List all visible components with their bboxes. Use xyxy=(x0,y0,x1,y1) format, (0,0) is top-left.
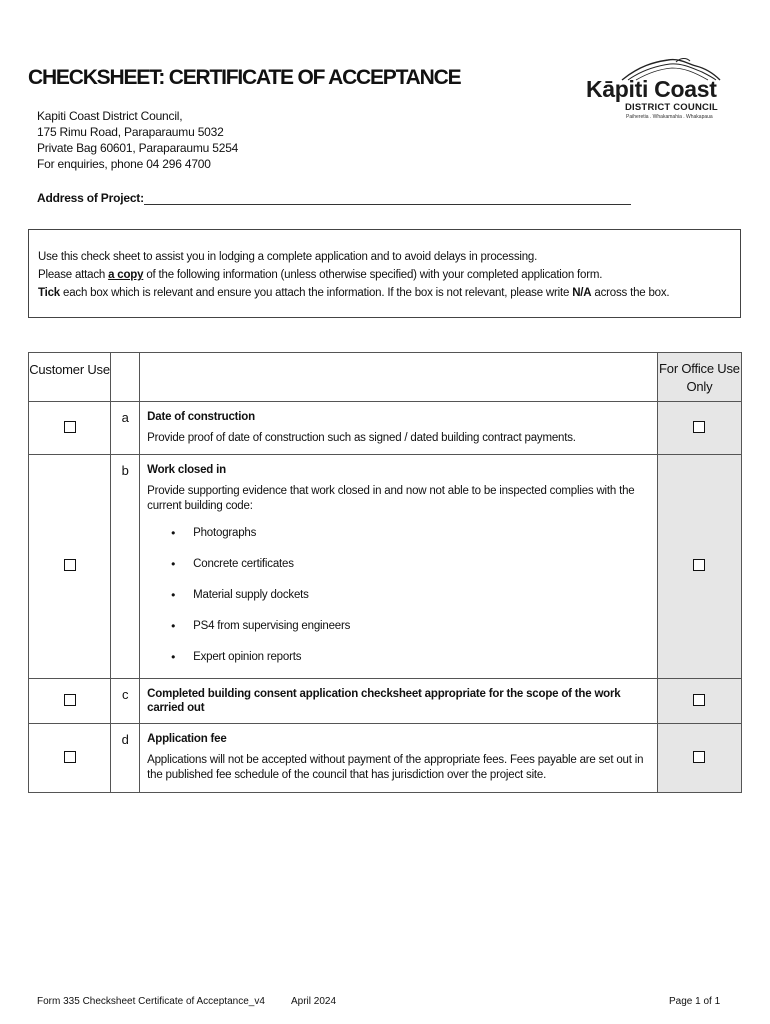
instruction-line-3: Tick each box which is relevant and ensure you attach the information. If the box is not relevant, please write N/A across the box. xyxy=(38,287,670,299)
footer-form-id: Form 335 Checksheet Certificate of Acceptance_v4 xyxy=(37,996,265,1007)
address-line: For enquiries, phone 04 296 4700 xyxy=(37,157,211,171)
office-checkbox-b[interactable] xyxy=(693,559,705,571)
item-description xyxy=(140,679,658,724)
instructions-box xyxy=(28,229,741,318)
office-checkbox-a[interactable] xyxy=(693,421,705,433)
office-checkbox-c[interactable] xyxy=(693,694,705,706)
project-address-field[interactable] xyxy=(144,204,631,205)
list-item: • Material supply dockets xyxy=(147,588,651,619)
office-cell xyxy=(657,724,741,793)
project-address-label: Address of Project: xyxy=(37,191,144,205)
table-header-row xyxy=(29,353,742,402)
description-header xyxy=(140,353,658,402)
customer-cell xyxy=(29,402,111,455)
item-title: Application fee xyxy=(147,733,227,745)
evidence-list xyxy=(147,526,651,664)
customer-use-header: Customer Use xyxy=(29,353,111,402)
item-letter: c xyxy=(111,679,140,724)
item-letter: d xyxy=(111,724,140,793)
customer-checkbox-a[interactable] xyxy=(64,421,76,433)
list-item: • Concrete certificates xyxy=(147,557,651,588)
instruction-line-1: Use this check sheet to assist you in lodging a complete application and to avoid delays in processing. xyxy=(38,251,538,263)
office-cell xyxy=(657,455,741,679)
address-line: Private Bag 60601, Paraparaumu 5254 xyxy=(37,141,239,155)
item-description xyxy=(140,724,658,793)
list-item: • Expert opinion reports xyxy=(147,650,651,664)
customer-checkbox-d[interactable] xyxy=(64,751,76,763)
office-checkbox-d[interactable] xyxy=(693,751,705,763)
item-letter: a xyxy=(111,402,140,455)
page-title: CHECKSHEET: CERTIFICATE OF ACCEPTANCE xyxy=(28,66,461,89)
office-use-header: For Office Use Only xyxy=(657,353,741,402)
item-body: Provide proof of date of construction such as signed / dated building contract payments. xyxy=(147,432,576,444)
customer-cell xyxy=(29,679,111,724)
emphasis-copy: a copy xyxy=(108,269,144,281)
customer-cell xyxy=(29,724,111,793)
address-line: Kapiti Coast District Council, xyxy=(37,109,183,123)
item-body: Applications will not be accepted without payment of the appropriate fees. Fees payable are set out in the published fee schedule of the council that has jurisdiction over the project site. xyxy=(147,754,644,781)
checklist-table xyxy=(28,352,742,793)
footer-date: April 2024 xyxy=(291,996,337,1007)
item-title: Date of construction xyxy=(147,411,255,423)
customer-checkbox-b[interactable] xyxy=(64,559,76,571)
emphasis-tick: Tick xyxy=(38,287,61,299)
office-cell xyxy=(657,679,741,724)
table-row xyxy=(29,402,742,455)
item-body: Provide supporting evidence that work closed in and now not able to be inspected complies with the current building code: xyxy=(147,485,635,512)
logo-tagline: Paiheretia . Whakamahia . Whakapaua xyxy=(626,114,713,120)
emphasis-na: N/A xyxy=(572,287,592,299)
table-row xyxy=(29,724,742,793)
logo-subtitle: DISTRICT COUNCIL xyxy=(625,102,718,113)
office-cell xyxy=(657,402,741,455)
letter-header xyxy=(111,353,140,402)
item-title: Completed building consent application checksheet appropriate for the scope of the work carried out xyxy=(147,688,621,714)
item-description xyxy=(140,455,658,679)
council-address xyxy=(37,108,238,172)
footer-page-number: Page 1 of 1 xyxy=(669,996,721,1007)
customer-cell xyxy=(29,455,111,679)
item-title: Work closed in xyxy=(147,464,226,476)
list-item: • PS4 from supervising engineers xyxy=(147,619,651,650)
instruction-line-2: Please attach a copy of the following information (unless otherwise specified) with your completed application form. xyxy=(38,269,603,281)
council-logo xyxy=(584,56,736,124)
list-item: • Photographs xyxy=(147,526,651,557)
address-line: 175 Rimu Road, Paraparaumu 5032 xyxy=(37,125,224,139)
item-letter: b xyxy=(111,455,140,679)
logo-name: Kāpiti Coast xyxy=(586,76,717,102)
customer-checkbox-c[interactable] xyxy=(64,694,76,706)
table-row xyxy=(29,455,742,679)
item-description xyxy=(140,402,658,455)
table-row xyxy=(29,679,742,724)
